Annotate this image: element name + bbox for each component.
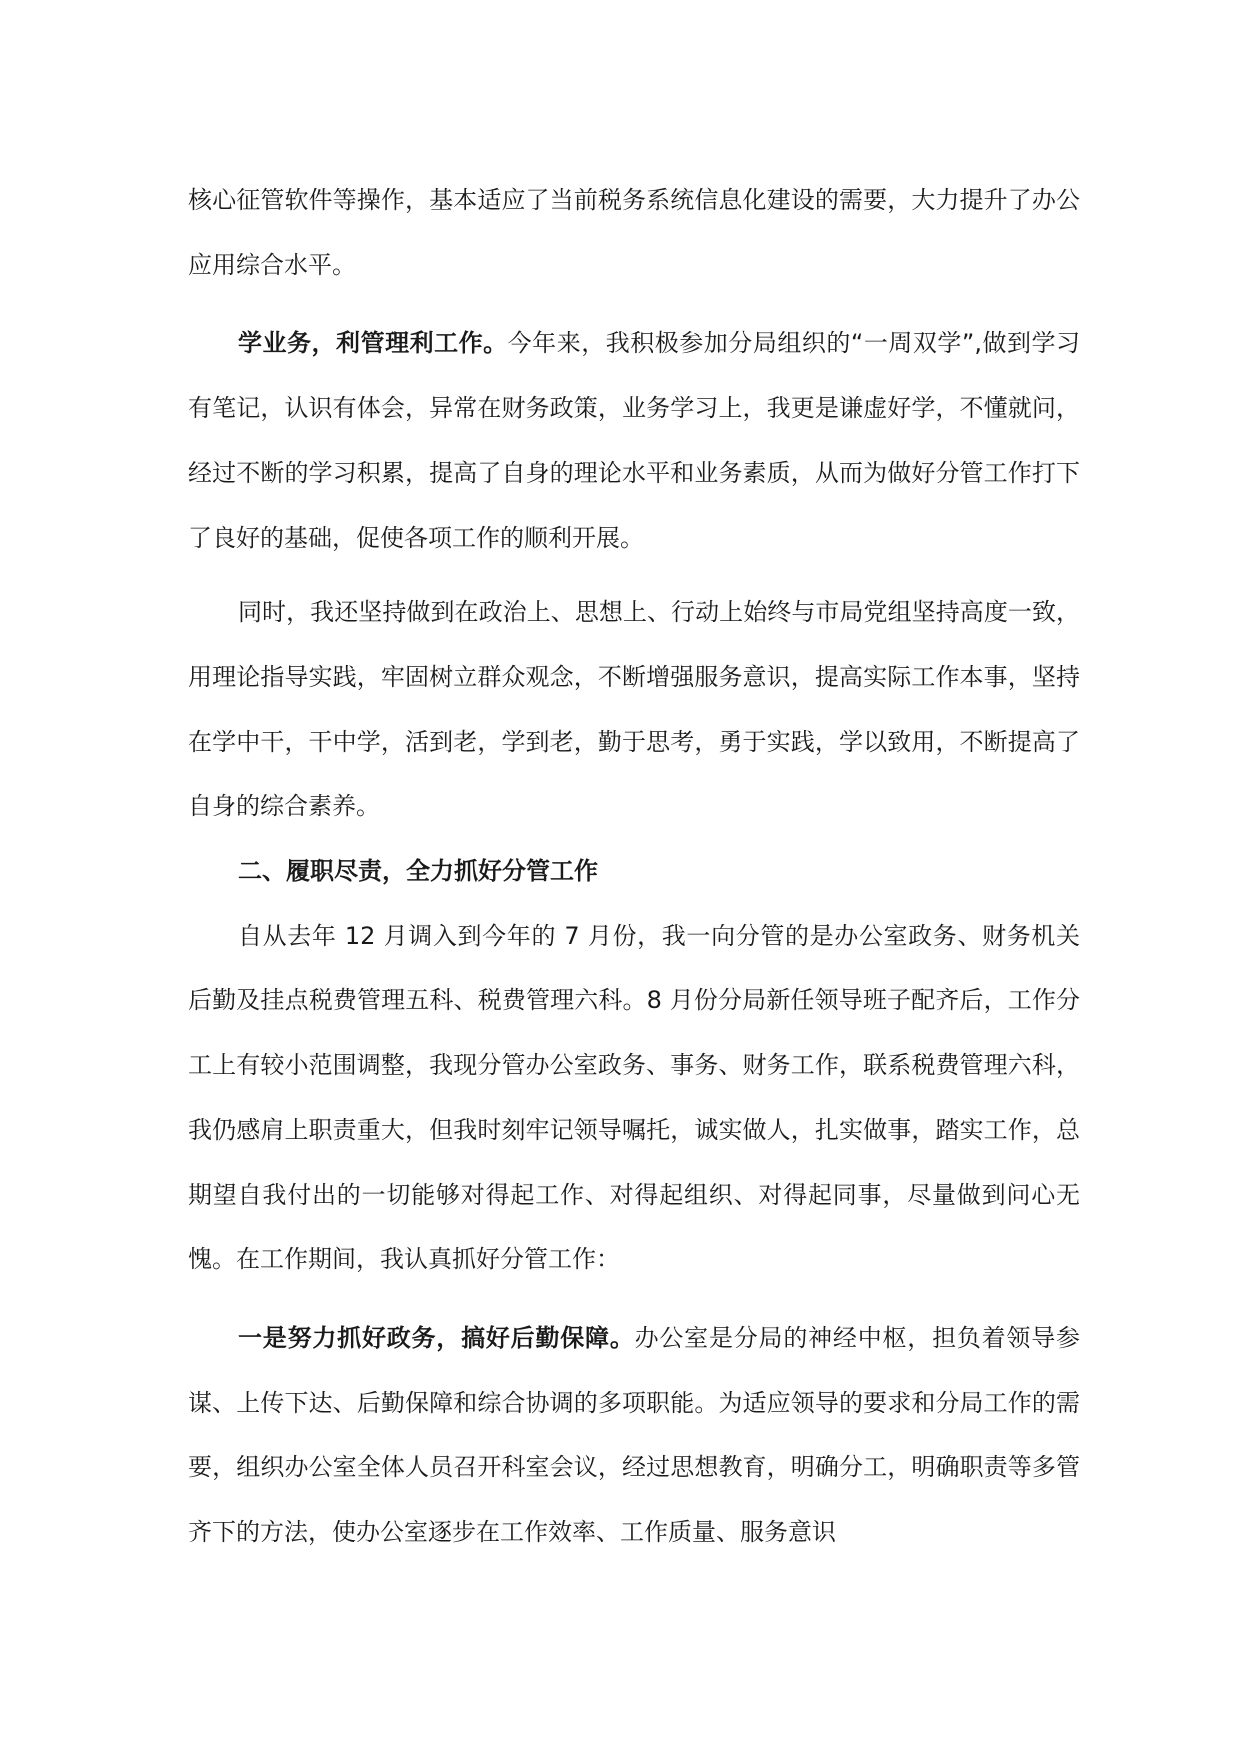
paragraph-study-business xyxy=(188,311,1080,570)
paragraph-political-alignment xyxy=(188,580,1080,839)
document-body xyxy=(188,168,1080,1565)
paragraph-text: 办公室是分局的神经中枢，担负着领导参谋、上传下达、后勤保障和综合协调的多项职能。为适应领导的要求和分局工作的需要，组织办公室全体人员召开科室会议，经过思想教育，明确分工，明确职责等多管齐下的方法，使办公室逐步在工作效率、工作质量、服务意识 xyxy=(188,1323,1081,1547)
paragraph-office-affairs xyxy=(188,1306,1080,1565)
paragraph-continuation xyxy=(188,168,1080,297)
paragraph-text: 今年来，我积极参加分局组织的“一周双学”,做到学习有笔记，认识有体会，异常在财务政策，业务学习上，我更是谦虚好学，不懂就问，经过不断的学习积累，提高了自身的理论水平和业务素质，从而为做好分管工作打下了良好的基础，促使各项工作的顺利开展。 xyxy=(188,329,1081,552)
heading-text: 二、履职尽责，全力抓好分管工作 xyxy=(238,857,598,886)
section-heading xyxy=(188,839,1080,904)
paragraph-text: 同时，我还坚持做到在政治上、思想上、行动上始终与市局党组坚持高度一致，用理论指导实践，牢固树立群众观念，不断增强服务意识，提高实际工作本事，坚持在学中干，干中学，活到老，学到老，勤于思考，勇于实践，学以致用，不断提高了自身的综合素养。 xyxy=(188,598,1080,821)
paragraph-text: 核心征管软件等操作，基本适应了当前税务系统信息化建设的需要，大力提升了办公应用综合水平。 xyxy=(188,186,1080,279)
paragraph-lead-bold: 学业务，利管理利工作。 xyxy=(238,329,508,358)
paragraph-duties xyxy=(188,904,1080,1292)
paragraph-lead-bold: 一是努力抓好政务，搞好后勤保障。 xyxy=(238,1323,635,1352)
paragraph-text: 自从去年 12 月调入到今年的 7 月份，我一向分管的是办公室政务、财务机关后勤及挂点税费管理五科、税费管理六科。8 月份分局新任领导班子配齐后，工作分工上有较小范围调整，我现分管办公室政务、事务、财务工作，联系税费管理六科，我仍感肩上职责重大，但我时刻牢记领导嘱托，诚实做人，扎实做事，踏实工作，总期望自我付出的一切能够对得起工作、对得起组织、对得起同事，尽量做到问心无愧。在工作期间，我认真抓好分管工作： xyxy=(188,921,1080,1274)
